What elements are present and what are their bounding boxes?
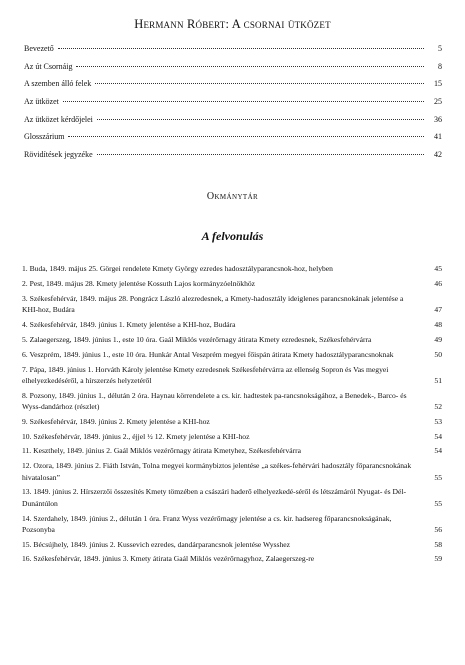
document-page-number: 54 bbox=[434, 446, 442, 456]
document-page-number: 55 bbox=[434, 498, 442, 508]
document-entry bbox=[22, 278, 442, 289]
leader-dots bbox=[97, 119, 424, 120]
document-entry bbox=[22, 364, 442, 386]
leader-dots bbox=[76, 66, 424, 67]
toc-label: Bevezető bbox=[24, 44, 54, 53]
leader-dots bbox=[97, 154, 424, 155]
document-text: 14. Szerdahely, 1849. június 2., délután 1 óra. Franz Wyss vezérőrnagy jelentése a cs. kir. hadsereg főparancsnokságának, Pozsonyba bbox=[22, 513, 392, 534]
document-entry bbox=[22, 334, 442, 345]
subsection-title: A felvonulás bbox=[201, 229, 264, 243]
page-header: Hermann Róbert: A csornai ütközet bbox=[134, 17, 331, 31]
document-page-number: 50 bbox=[434, 349, 442, 359]
document-entry bbox=[22, 263, 442, 274]
document-entry bbox=[22, 539, 442, 550]
document-entry bbox=[22, 486, 442, 508]
document-text: 13. 1849. június 2. Hírszerzői összesítés Kmety tömzében a császári haderő elhelyezkedé-séről és létszámáról Nyugat- és Dél-Dunántúlon bbox=[22, 487, 406, 508]
leader-dots bbox=[95, 83, 424, 84]
toc-label: Rövidítések jegyzéke bbox=[24, 150, 93, 160]
toc-page: 41 bbox=[434, 132, 442, 142]
leader-dots bbox=[58, 48, 424, 49]
document-entry bbox=[22, 431, 442, 442]
document-list bbox=[22, 263, 442, 568]
document-page-number: 55 bbox=[434, 472, 442, 482]
toc-page: 8 bbox=[438, 61, 442, 71]
document-text: 4. Székesfehérvár, 1849. június 1. Kmety jelentése a KHI-hoz, Budára bbox=[22, 319, 236, 329]
toc-entry bbox=[24, 150, 442, 168]
document-page-number: 53 bbox=[434, 416, 442, 426]
document-page-number: 46 bbox=[434, 278, 442, 288]
document-text: 12. Ozora, 1849. június 2. Fiáth István, Tolna megyei kormánybiztos jelentése „a székes-fehérvári hadosztály főparancsnokának hivatalosan” bbox=[22, 461, 412, 482]
document-entry bbox=[22, 319, 442, 330]
toc-page: 5 bbox=[438, 44, 442, 53]
toc-label: Az út Csornáig bbox=[24, 61, 73, 71]
leader-dots bbox=[68, 136, 424, 137]
document-entry bbox=[22, 445, 442, 456]
document-page-number: 51 bbox=[434, 375, 442, 385]
document-page-number: 49 bbox=[434, 334, 442, 344]
toc-label: Glosszárium bbox=[24, 132, 65, 142]
document-entry bbox=[22, 513, 442, 535]
document-entry bbox=[22, 293, 442, 315]
document-page-number: 52 bbox=[434, 401, 442, 411]
document-text: 7. Pápa, 1849. június 1. Horváth Károly jelentése Kmety ezredesnek Székesfehérvárra az ellenség Sopron és Vas megyei elhelyezkedéséről, a hírszerzés helyzetéről bbox=[22, 364, 389, 385]
document-text: 3. Székesfehérvár, 1849. május 28. Pongrácz László alezredesnek, a Kmety-hadosztály ideiglenes parancsnokának jelentése a KHI-hoz, Budára bbox=[22, 293, 404, 314]
document-page-number: 59 bbox=[434, 554, 442, 564]
document-page-number: 48 bbox=[434, 319, 442, 329]
document-page-number: 58 bbox=[434, 539, 442, 549]
toc-entry bbox=[24, 132, 442, 150]
document-entry bbox=[22, 460, 442, 482]
document-entry bbox=[22, 553, 442, 564]
table-of-contents bbox=[24, 44, 442, 168]
document-text: 10. Székesfehérvár, 1849. június 2., éjjel ½ 12. Kmety jelentése a KHI-hoz bbox=[22, 431, 250, 441]
document-text: 1. Buda, 1849. május 25. Görgei rendelete Kmety György ezredes hadosztályparancsnok-hoz, helyben bbox=[22, 264, 333, 273]
leader-dots bbox=[63, 101, 424, 102]
document-text: 11. Keszthely, 1849. június 2. Gaál Miklós vezérőrnagy átirata Kmetyhez, Székesfehérvárra bbox=[22, 446, 302, 456]
document-text: 16. Székesfehérvár, 1849. június 3. Kmety átirata Gaál Miklós vezérőrnagyhoz, Zalaegerszeg-re bbox=[22, 554, 315, 564]
toc-entry bbox=[24, 62, 442, 80]
document-text: 6. Veszprém, 1849. június 1., este 10 óra. Hunkár Antal Veszprém megyei főispán átirata Kmety hadosztályparancsnoknak bbox=[22, 349, 394, 359]
document-text: 9. Székesfehérvár, 1849. június 2. Kmety jelentése a KHI-hoz bbox=[22, 416, 210, 426]
toc-label: A szemben álló felek bbox=[24, 79, 92, 89]
toc-label: Az ütközet kérdőjelei bbox=[24, 114, 93, 124]
section-title: Okmánytár bbox=[206, 191, 259, 202]
document-text: 15. Bécsújhely, 1849. június 2. Kussevich ezredes, dandárparancsnok jelentése Wysshez bbox=[22, 539, 290, 549]
toc-page: 25 bbox=[434, 97, 442, 107]
toc-entry bbox=[24, 79, 442, 97]
toc-label: Az ütközet bbox=[24, 97, 59, 107]
toc-page: 15 bbox=[434, 79, 442, 89]
toc-page: 42 bbox=[434, 150, 442, 160]
toc-entry bbox=[24, 97, 442, 115]
document-page-number: 47 bbox=[434, 304, 442, 314]
document-page-number: 54 bbox=[434, 431, 442, 441]
document-entry bbox=[22, 390, 442, 412]
document-entry bbox=[22, 349, 442, 360]
toc-entry bbox=[24, 44, 442, 62]
document-text: 5. Zalaegerszeg, 1849. június 1., este 10 óra. Gaál Miklós vezérőrnagy átirata Kmety ezredesnek, Székesfehérvárra bbox=[22, 334, 372, 344]
toc-page: 36 bbox=[434, 114, 442, 124]
toc-entry bbox=[24, 115, 442, 133]
document-entry bbox=[22, 416, 442, 427]
document-page-number: 56 bbox=[434, 524, 442, 534]
document-text: 8. Pozsony, 1849. június 1., délután 2 óra. Haynau körrendelete a cs. kir. hadtestek pa-rancsnokságához, a Benedek-, Barco- és Wyss-dandárhoz (részlet) bbox=[22, 390, 407, 411]
document-page-number: 45 bbox=[434, 264, 442, 273]
document-text: 2. Pest, 1849. május 28. Kmety jelentése Kossuth Lajos kormányzóelnökhöz bbox=[22, 278, 256, 288]
